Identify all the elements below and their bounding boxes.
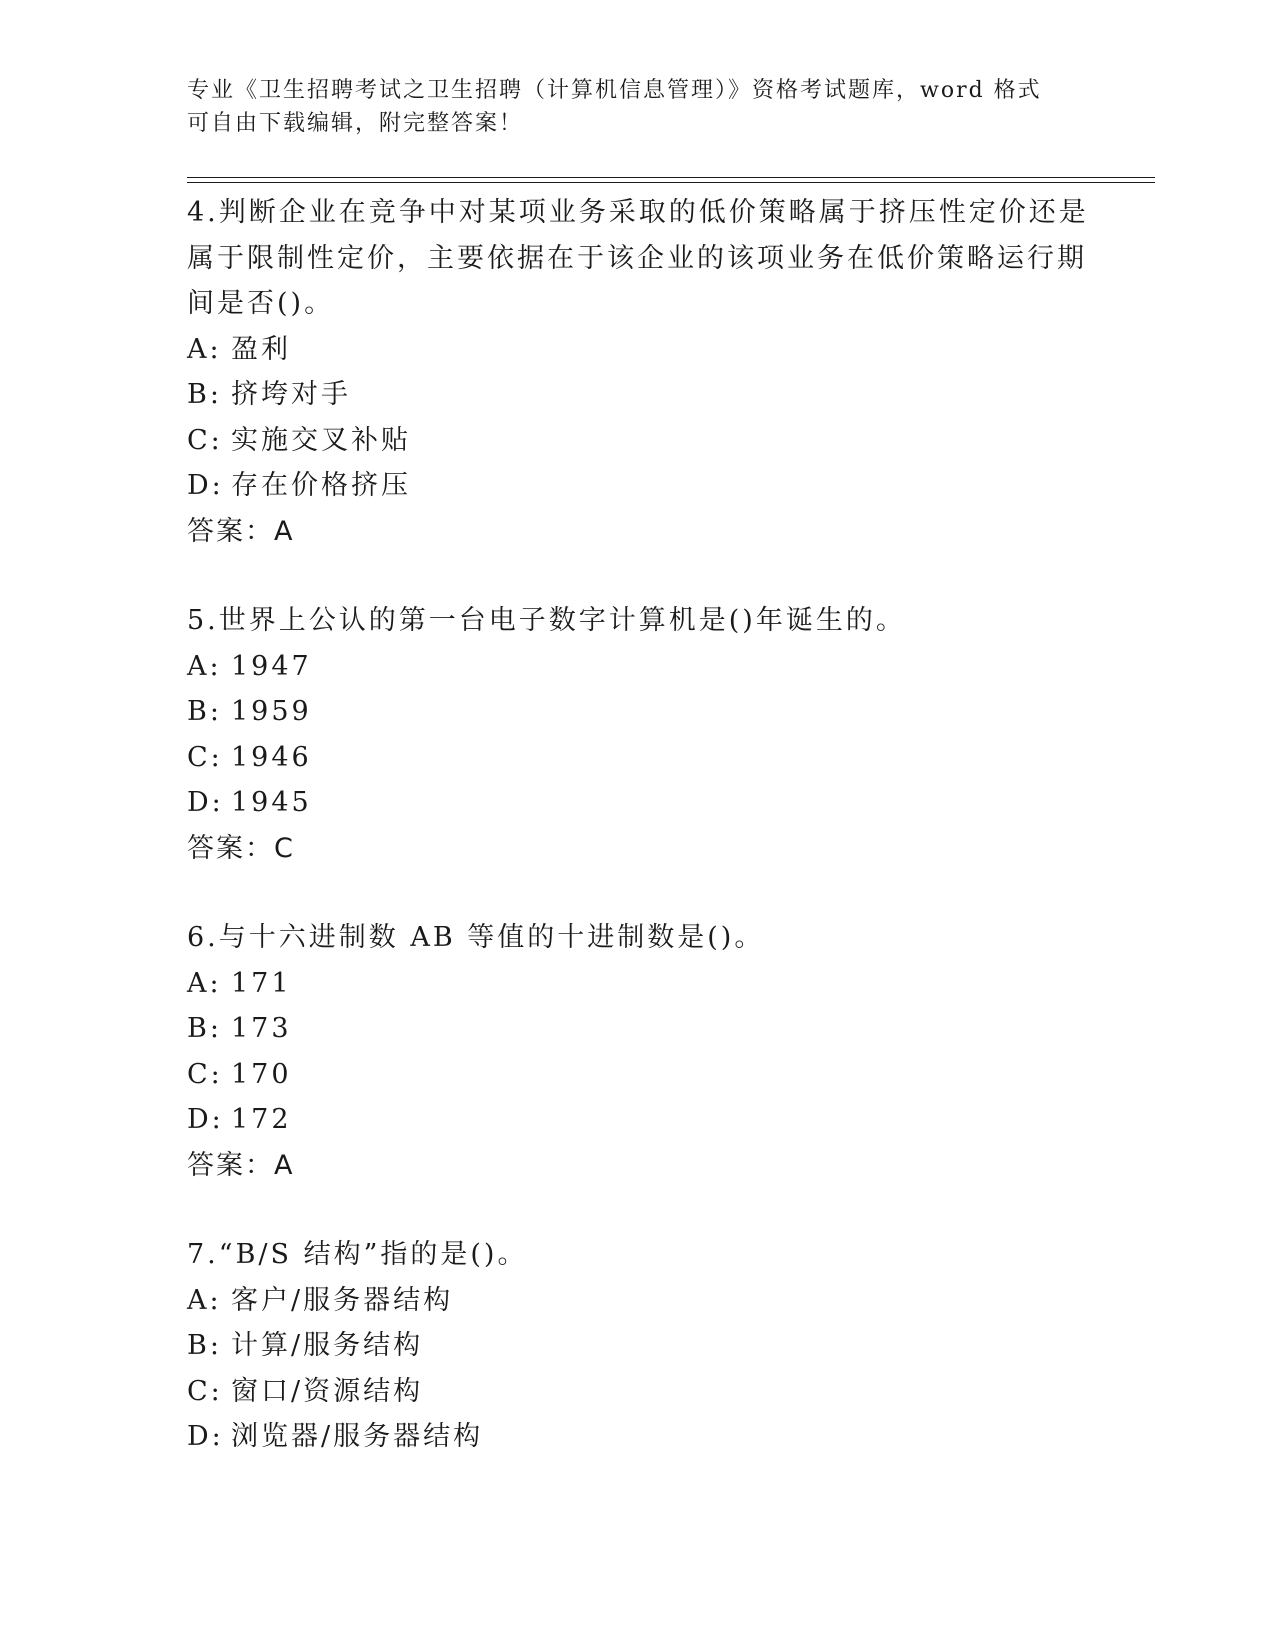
option-text: 1946 xyxy=(231,741,312,773)
header-line-2: 可自由下载编辑，附完整答案！ xyxy=(187,111,524,136)
question-list xyxy=(187,190,1087,1504)
option-d xyxy=(187,1097,1087,1143)
question-7 xyxy=(187,1232,1087,1460)
answer-label: 答案：C xyxy=(187,832,295,864)
question-text xyxy=(187,1232,1087,1278)
option-d xyxy=(187,1414,1087,1460)
option-key: A: xyxy=(187,1284,222,1316)
option-a xyxy=(187,1278,1087,1324)
question-line: 5.世界上公认的第一台电子数字计算机是()年诞生的。 xyxy=(187,605,906,636)
answer-label: 答案：A xyxy=(187,1149,295,1181)
question-text xyxy=(187,915,1087,961)
option-key: D: xyxy=(187,1104,224,1135)
option-text: 1945 xyxy=(231,787,312,818)
question-line: 间是否()。 xyxy=(187,288,335,319)
option-a xyxy=(187,644,1087,690)
option-text: 172 xyxy=(231,1104,292,1135)
answer-label: 答案：A xyxy=(187,515,295,547)
option-key: D: xyxy=(187,470,224,501)
option-c xyxy=(187,418,1087,464)
option-key: B: xyxy=(187,379,222,410)
option-text: 客户/服务器结构 xyxy=(231,1284,454,1316)
option-key: A: xyxy=(187,967,222,999)
option-key: A: xyxy=(187,650,222,682)
option-text: 存在价格挤压 xyxy=(231,470,411,501)
option-b xyxy=(187,1006,1087,1052)
header-divider-bottom xyxy=(187,182,1155,183)
option-text: 浏览器/服务器结构 xyxy=(231,1421,484,1452)
option-key: C: xyxy=(187,1375,223,1407)
option-b xyxy=(187,372,1087,418)
question-text xyxy=(187,598,1087,644)
question-line: 4.判断企业在竞争中对某项业务采取的低价策略属于挤压性定价还是 xyxy=(187,197,1089,228)
question-line: 7.“B/S 结构”指的是()。 xyxy=(187,1239,528,1270)
option-text: 盈利 xyxy=(231,333,291,365)
option-b xyxy=(187,689,1087,735)
option-key: C: xyxy=(187,741,223,773)
question-4 xyxy=(187,190,1087,554)
option-key: D: xyxy=(187,787,224,818)
option-text: 实施交叉补贴 xyxy=(231,424,411,456)
option-key: B: xyxy=(187,1330,222,1361)
document-header xyxy=(187,74,1087,140)
option-key: C: xyxy=(187,1058,223,1090)
option-key: A: xyxy=(187,333,222,365)
option-text: 计算/服务结构 xyxy=(231,1330,424,1361)
option-key: B: xyxy=(187,696,222,727)
question-line: 属于限制性定价，主要依据在于该企业的该项业务在低价策略运行期 xyxy=(187,242,1087,274)
question-line: 6.与十六进制数 AB 等值的十进制数是()。 xyxy=(187,922,765,953)
option-text: 173 xyxy=(231,1013,292,1044)
option-key: B: xyxy=(187,1013,222,1044)
option-text: 1959 xyxy=(231,696,312,727)
option-text: 171 xyxy=(231,967,292,999)
option-text: 170 xyxy=(231,1058,292,1090)
option-d xyxy=(187,780,1087,826)
option-b xyxy=(187,1323,1087,1369)
question-text xyxy=(187,190,1087,327)
option-a xyxy=(187,961,1087,1007)
question-5 xyxy=(187,598,1087,871)
option-a xyxy=(187,327,1087,373)
option-text: 1947 xyxy=(231,650,312,682)
option-key: D: xyxy=(187,1421,224,1452)
option-d xyxy=(187,463,1087,509)
option-text: 窗口/资源结构 xyxy=(231,1375,424,1407)
header-divider-top xyxy=(187,177,1155,178)
header-line-1: 专业《卫生招聘考试之卫生招聘（计算机信息管理）》资格考试题库，word 格式 xyxy=(187,78,1042,103)
option-key: C: xyxy=(187,424,223,456)
option-c xyxy=(187,735,1087,781)
option-c xyxy=(187,1052,1087,1098)
option-text: 挤垮对手 xyxy=(231,379,351,410)
question-6 xyxy=(187,915,1087,1188)
option-c xyxy=(187,1369,1087,1415)
